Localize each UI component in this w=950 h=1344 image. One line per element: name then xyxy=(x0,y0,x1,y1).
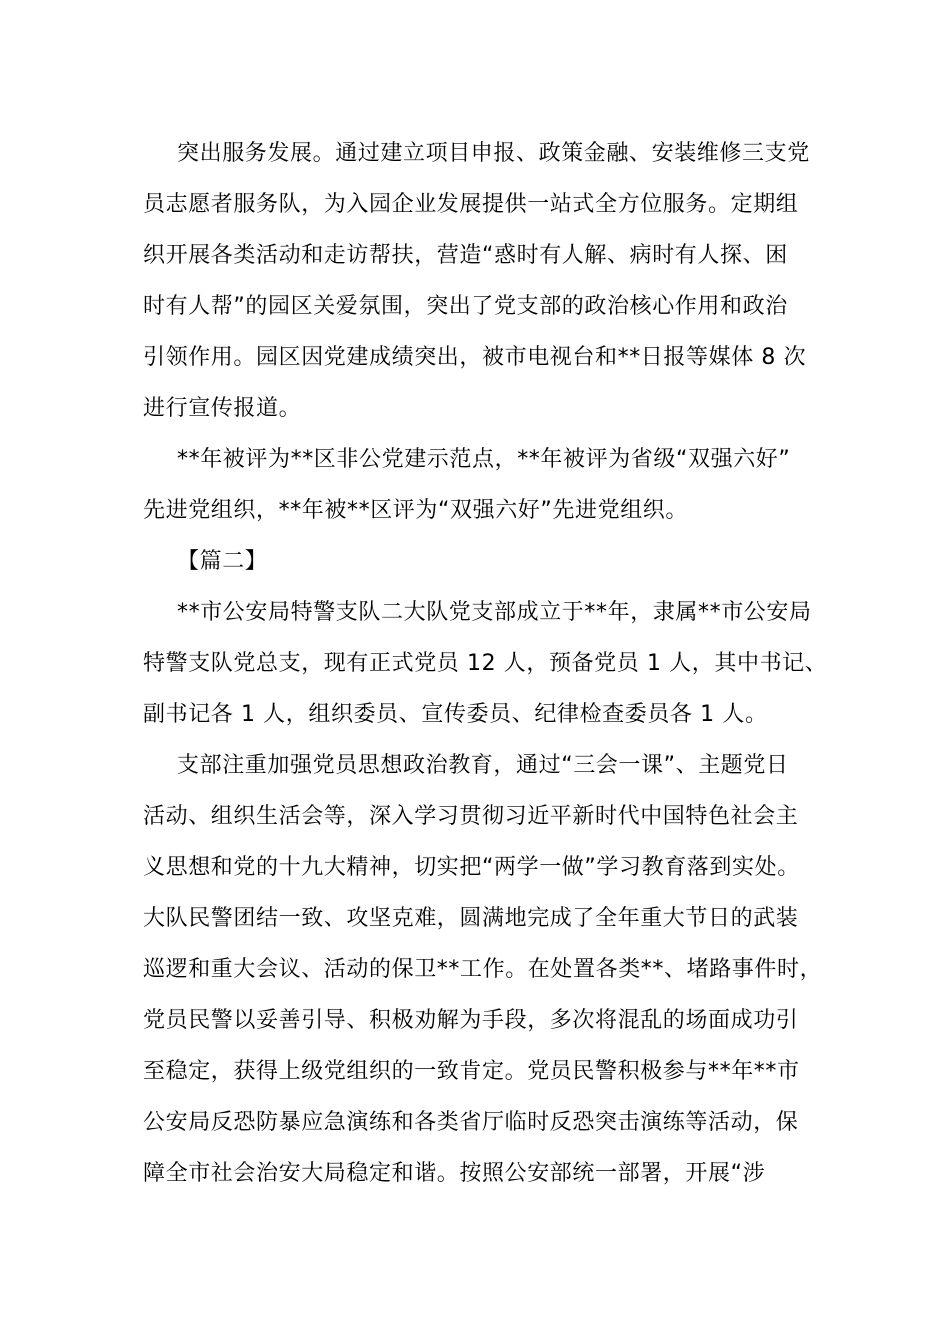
text-line: **年被评为**区非公党建示范点，**年被评为省级“双强六好” xyxy=(177,447,791,472)
text-line: 党员民警以妥善引导、积极劝解为手段，多次将混乱的场面成功引 xyxy=(143,1008,799,1033)
text-line: 副书记各 1 人，组织委员、宣传委员、纪律检查委员各 1 人。 xyxy=(143,702,768,727)
text-line: 活动、组织生活会等，深入学习贯彻习近平新时代中国特色社会主 xyxy=(143,804,799,829)
text-line: 公安局反恐防暴应急演练和各类省厅临时反恐突击演练等活动，保 xyxy=(143,1110,799,1135)
paragraph-branch-intro xyxy=(143,587,828,740)
document-body xyxy=(143,128,828,1199)
text-line: 支部注重加强党员思想政治教育，通过“三会一课”、主题党日 xyxy=(177,753,789,778)
text-line: 特警支队党总支，现有正式党员 12 人，预备党员 1 人，其中书记、 xyxy=(143,651,828,676)
text-line: 先进党组织，**年被**区评为“双强六好”先进党组织。 xyxy=(143,498,688,523)
section-heading xyxy=(143,536,807,587)
text-line: 时有人帮”的园区关爱氛围，突出了党支部的政治核心作用和政治 xyxy=(143,294,788,319)
text-line: 义思想和党的十九大精神，切实把“两学一做”学习教育落到实处。 xyxy=(143,855,800,880)
text-line: 巡逻和重大会议、活动的保卫**工作。在处置各类**、堵路事件时， xyxy=(143,957,823,982)
text-line: **市公安局特警支队二大队党支部成立于**年，隶属**市公安局 xyxy=(177,600,812,625)
paragraph-service-development xyxy=(143,128,810,434)
section-heading-text: 【篇二】 xyxy=(177,549,268,574)
text-line: 突出服务发展。通过建立项目申报、政策金融、安装维修三支党 xyxy=(177,141,810,166)
text-line: 大队民警团结一致、攻坚克难，圆满地完成了全年重大节日的武装 xyxy=(143,906,799,931)
text-line: 至稳定，获得上级党组织的一致肯定。党员民警积极参与**年**市 xyxy=(143,1059,800,1084)
text-line: 织开展各类活动和走访帮扶，营造“惑时有人解、病时有人探、困 xyxy=(143,243,788,268)
text-line: 进行宣传报道。 xyxy=(143,396,302,421)
paragraph-education xyxy=(143,740,823,1199)
text-line: 障全市社会治安大局稳定和谐。按照公安部统一部署，开展“涉 xyxy=(143,1161,766,1186)
paragraph-honors xyxy=(143,434,807,536)
text-line: 引领作用。园区因党建成绩突出，被市电视台和**日报等媒体 8 次 xyxy=(143,345,807,370)
text-line: 员志愿者服务队，为入园企业发展提供一站式全方位服务。定期组 xyxy=(143,192,799,217)
